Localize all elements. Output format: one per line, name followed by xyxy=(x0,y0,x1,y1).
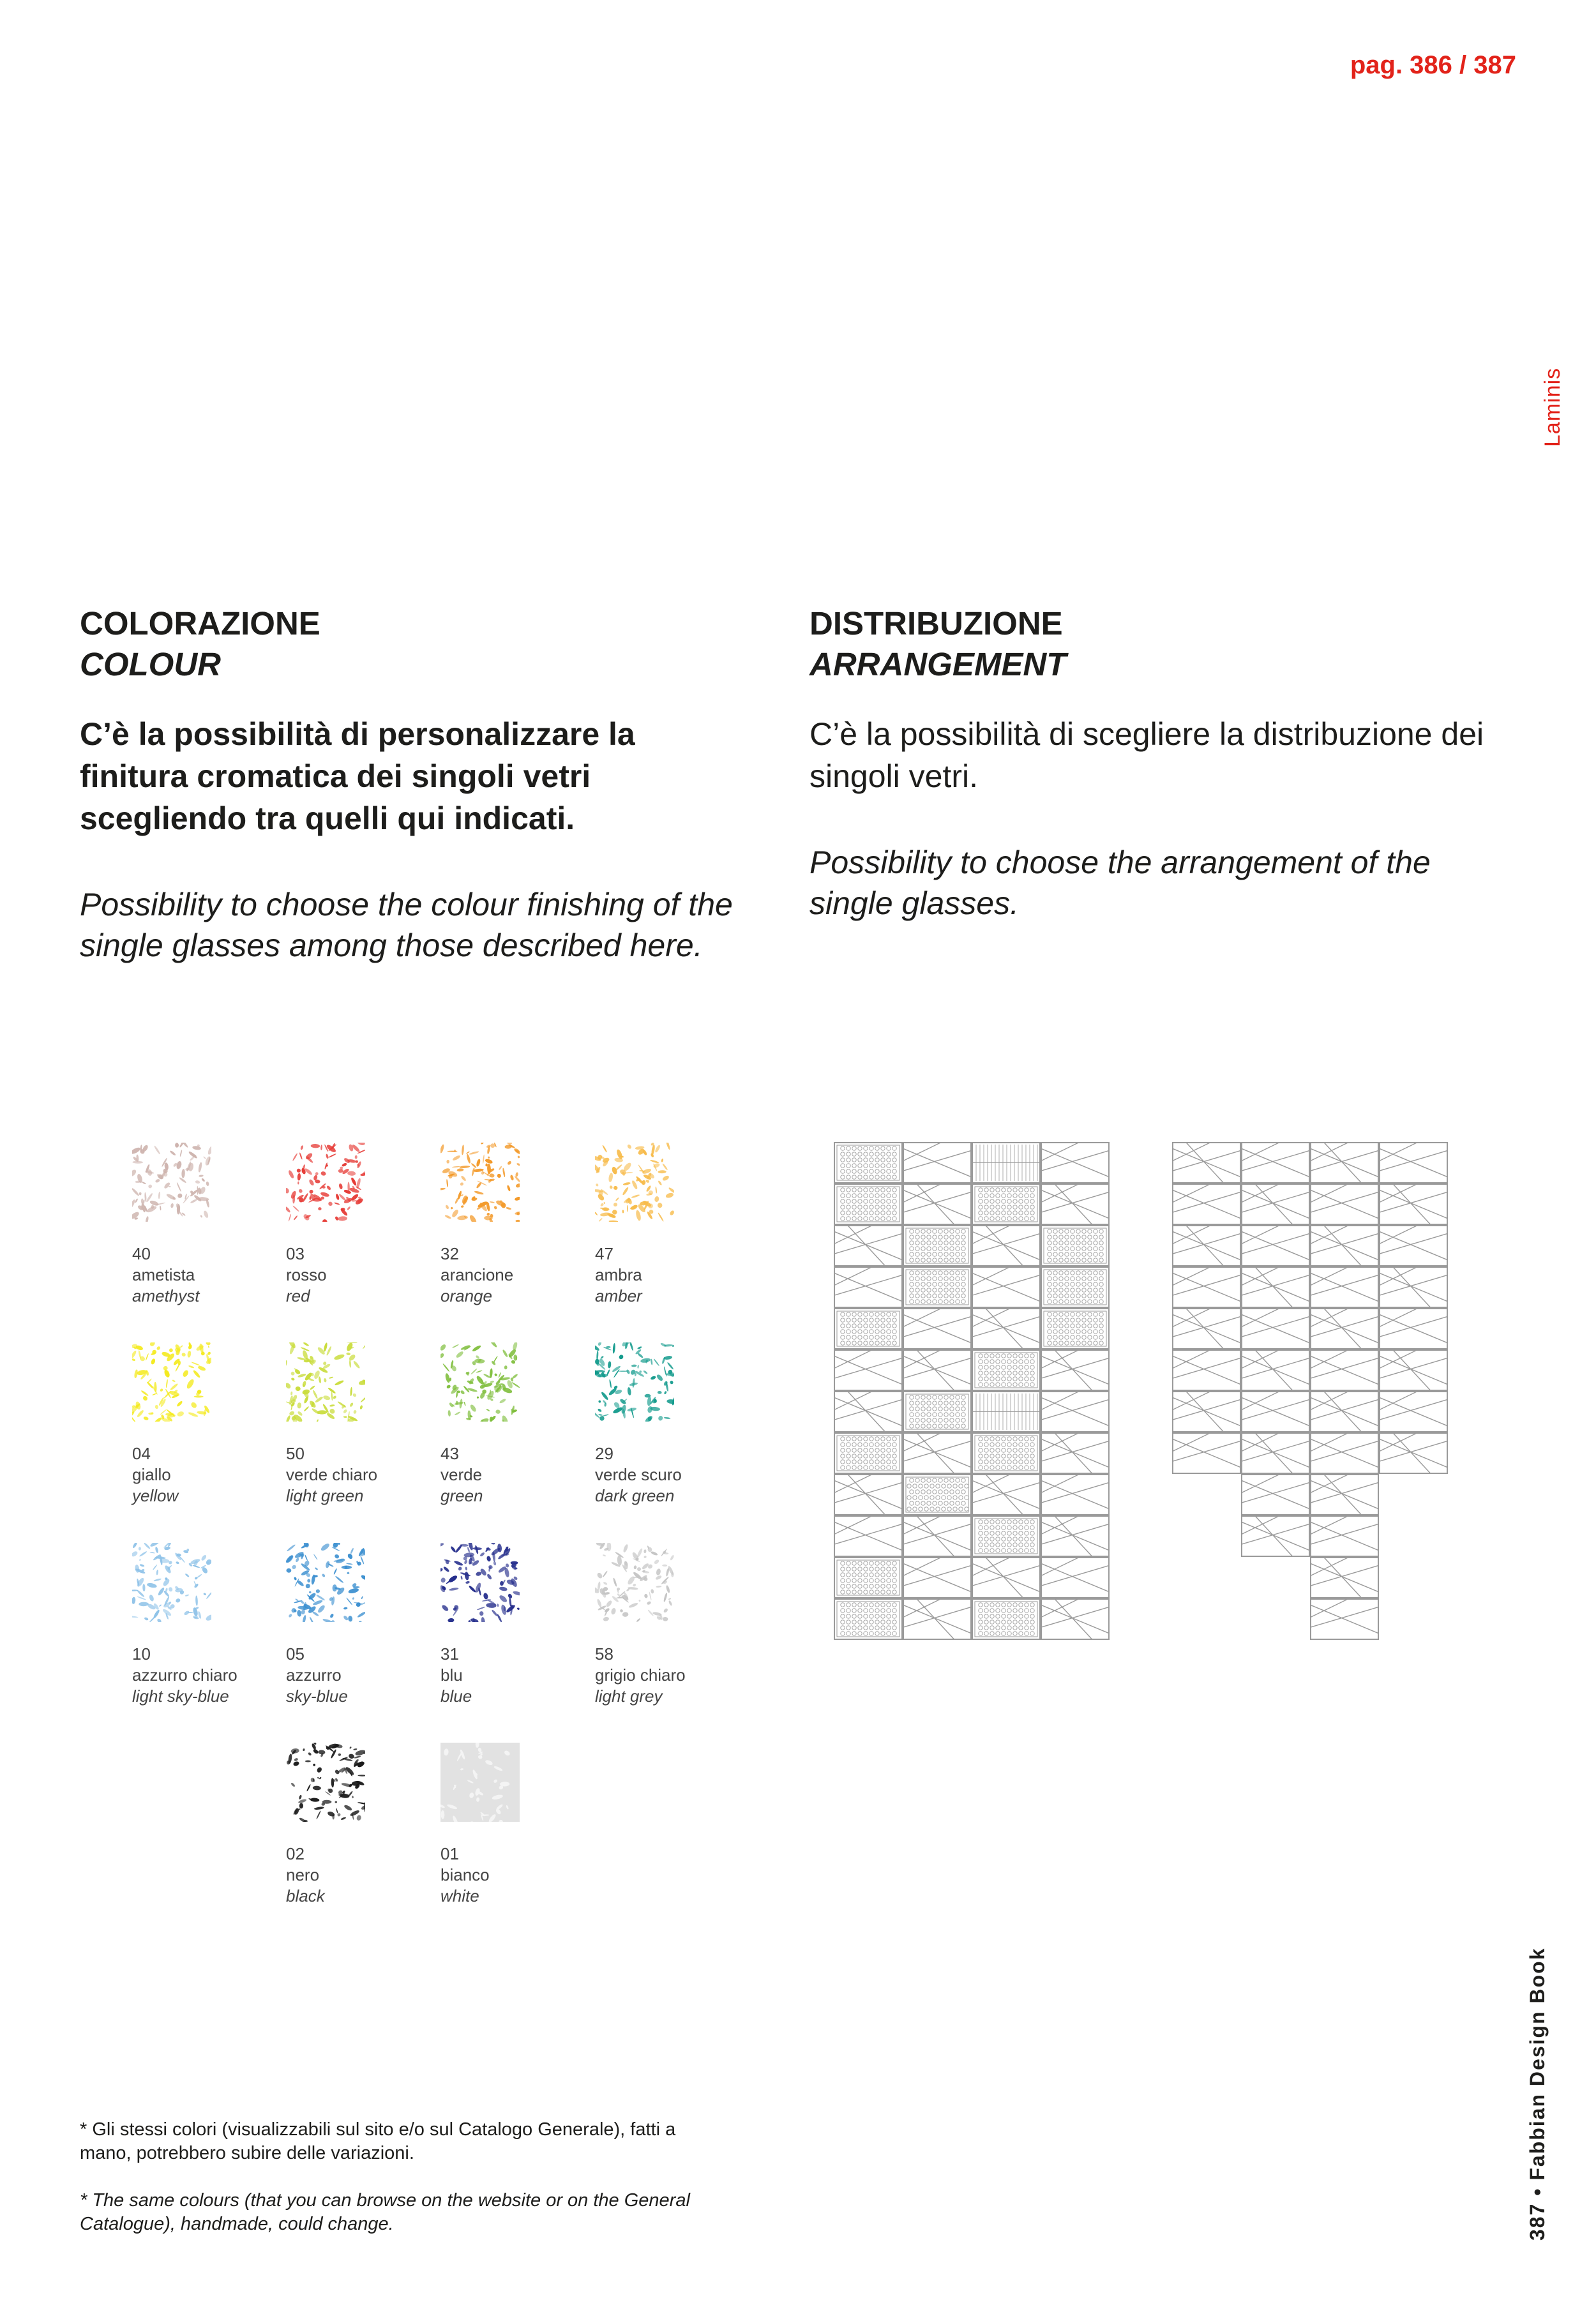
swatch-label xyxy=(440,1844,490,1907)
swatch-black-pattern xyxy=(286,1743,365,1822)
swatch-code: 29 xyxy=(595,1444,614,1463)
swatch-sky-blue-pattern xyxy=(286,1543,365,1622)
swatch-name-it: ametista xyxy=(132,1265,195,1284)
page-number: pag. 386 / 387 xyxy=(1350,51,1516,79)
swatch-label xyxy=(595,1644,686,1707)
swatch-name-it: nero xyxy=(286,1865,320,1884)
swatch-name-en: blue xyxy=(440,1687,472,1706)
swatch-name-en: red xyxy=(286,1286,310,1305)
swatch-code: 47 xyxy=(595,1244,614,1263)
swatch-name-en: light green xyxy=(286,1486,364,1505)
colour-desc-en: Possibility to choose the colour finishing of the single glasses among those described here. xyxy=(80,887,733,963)
swatch-code: 04 xyxy=(132,1444,151,1463)
arrangement-diagram-staggered xyxy=(1171,1141,1452,1642)
swatch-label xyxy=(286,1443,377,1506)
swatch-blue-pattern xyxy=(440,1543,520,1622)
swatch-yellow-pattern xyxy=(132,1342,211,1422)
swatch-name-en: orange xyxy=(440,1286,492,1305)
swatch-orange-pattern xyxy=(440,1143,520,1222)
swatch-name-it: blu xyxy=(440,1665,463,1685)
swatch-code: 40 xyxy=(132,1244,151,1263)
swatch-name-it: azzurro chiaro xyxy=(132,1665,237,1685)
swatch-code: 32 xyxy=(440,1244,459,1263)
swatch-name-it: bianco xyxy=(440,1865,490,1884)
swatch-label xyxy=(286,1644,348,1707)
swatch-label xyxy=(440,1243,513,1307)
swatch-code: 58 xyxy=(595,1644,614,1664)
swatch-white-pattern xyxy=(440,1743,520,1822)
swatch-name-en: light sky-blue xyxy=(132,1687,229,1706)
arrangement-section xyxy=(809,603,1499,924)
swatch-label xyxy=(132,1644,237,1707)
swatch-name-it: grigio chiaro xyxy=(595,1665,686,1685)
colour-section xyxy=(80,603,763,966)
swatch-amber-pattern xyxy=(595,1143,674,1222)
footnote-it: * Gli stessi colori (visualizzabili sul sito e/o sul Catalogo Generale), fatti a mano, potrebbero subire delle variazioni. xyxy=(80,2119,676,2163)
footer-brand: 387 • Fabbian Design Book xyxy=(1526,1947,1549,2241)
swatch-name-it: verde xyxy=(440,1465,483,1484)
swatch-name-it: azzurro xyxy=(286,1665,342,1685)
swatch-label xyxy=(595,1243,642,1307)
swatch-name-it: ambra xyxy=(595,1265,642,1284)
swatch-name-it: verde chiaro xyxy=(286,1465,378,1484)
swatch-label xyxy=(286,1243,327,1307)
arrangement-desc-it: C’è la possibilità di scegliere la distribuzione dei singoli vetri. xyxy=(809,716,1484,794)
swatch-code: 01 xyxy=(440,1844,459,1863)
arrangement-diagram-mixed xyxy=(833,1141,1114,1642)
swatch-label xyxy=(595,1443,682,1506)
arrangement-desc-en: Possibility to choose the arrangement of the single glasses. xyxy=(809,845,1431,921)
swatch-name-it: verde scuro xyxy=(595,1465,682,1484)
swatch-name-en: green xyxy=(440,1486,483,1505)
swatch-code: 03 xyxy=(286,1244,305,1263)
swatch-light-sky-blue-pattern xyxy=(132,1543,211,1622)
arrangement-title-it: DISTRIBUZIONE xyxy=(809,605,1063,642)
swatch-amethyst-pattern xyxy=(132,1143,211,1222)
swatch-name-it: arancione xyxy=(440,1265,514,1284)
swatch-name-it: giallo xyxy=(132,1465,171,1484)
swatch-code: 10 xyxy=(132,1644,151,1664)
swatch-name-en: white xyxy=(440,1886,479,1905)
swatch-name-en: yellow xyxy=(132,1486,179,1505)
swatch-red-pattern xyxy=(286,1143,365,1222)
swatch-name-en: sky-blue xyxy=(286,1687,348,1706)
colour-title-en: COLOUR xyxy=(80,646,221,682)
section-label: Laminis xyxy=(1540,367,1565,447)
swatch-code: 05 xyxy=(286,1644,305,1664)
swatch-dark-green-pattern xyxy=(595,1342,674,1422)
arrangement-title-en: ARRANGEMENT xyxy=(809,646,1067,682)
swatch-label xyxy=(132,1243,200,1307)
swatch-code: 31 xyxy=(440,1644,459,1664)
swatch-label xyxy=(440,1443,483,1506)
swatch-name-it: rosso xyxy=(286,1265,327,1284)
footnote-en: * The same colours (that you can browse on the website or on the General Catalogue), handmade, could change. xyxy=(80,2190,690,2234)
colour-title-it: COLORAZIONE xyxy=(80,605,320,642)
swatch-label xyxy=(286,1844,325,1907)
swatch-green-pattern xyxy=(440,1342,520,1422)
swatch-light-green-pattern xyxy=(286,1342,365,1422)
swatch-label xyxy=(132,1443,178,1506)
swatch-name-en: amethyst xyxy=(132,1286,200,1305)
swatch-name-en: amber xyxy=(595,1286,642,1305)
swatch-code: 43 xyxy=(440,1444,459,1463)
swatch-name-en: black xyxy=(286,1886,325,1905)
swatch-code: 50 xyxy=(286,1444,305,1463)
swatch-code: 02 xyxy=(286,1844,305,1863)
colour-desc-it: C’è la possibilità di personalizzare la finitura cromatica dei singoli vetri scegliendo tra quelli qui indicati. xyxy=(80,716,635,836)
swatch-name-en: light grey xyxy=(595,1687,663,1706)
swatch-label xyxy=(440,1644,472,1707)
footnote xyxy=(80,2118,693,2236)
swatch-light-grey-pattern xyxy=(595,1543,674,1622)
swatch-name-en: dark green xyxy=(595,1486,675,1505)
